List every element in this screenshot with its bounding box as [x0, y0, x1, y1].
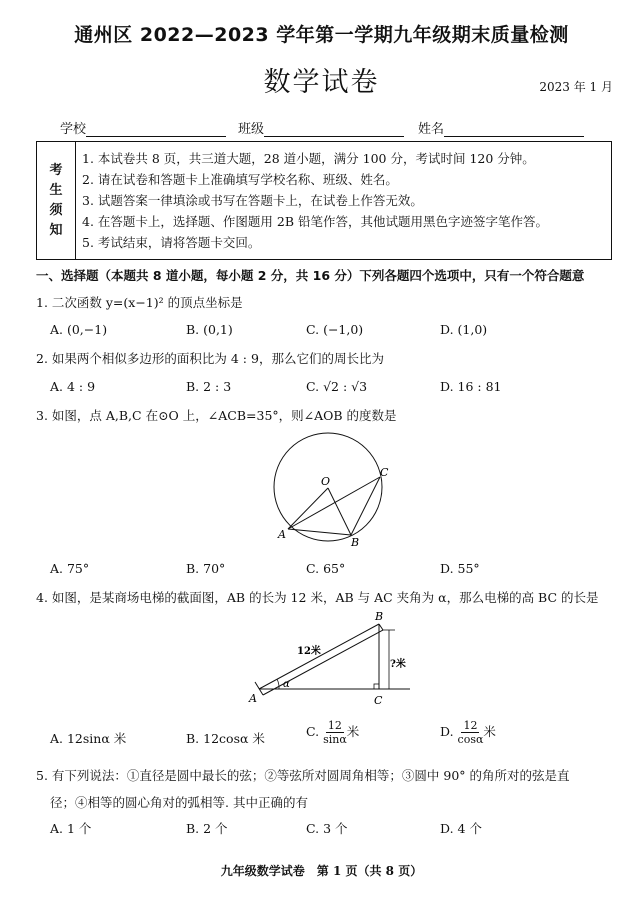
- exam-notice-box: [36, 141, 612, 260]
- question-3-stem: 3. 如图，点 A,B,C 在⊙O 上，∠ACB=35°，则∠AOB 的度数是: [36, 408, 397, 423]
- question-5-stem-line2: 径；④相等的圆心角对的弧相等. 其中正确的有: [50, 795, 308, 810]
- name-line: [444, 122, 584, 137]
- school-line: [86, 122, 226, 137]
- school-field[interactable]: [60, 118, 226, 137]
- notice-item: 4. 在答题卡上，选择题、作图题用 2B 铅笔作答，其他试题用黑色字迹签字笔作答。: [82, 214, 548, 229]
- label-height: ?米: [390, 659, 406, 670]
- q5-option-d[interactable]: D. 4 个: [440, 821, 482, 836]
- q5-option-b[interactable]: B. 2 个: [186, 821, 228, 836]
- question-4-stem: 4. 如图，是某商场电梯的截面图，AB 的长为 12 米，AB 与 AC 夹角为 α，那么电梯的高 BC 的长是: [36, 590, 599, 605]
- label-alpha: α: [283, 679, 290, 690]
- label-b: B: [375, 612, 384, 623]
- q1-option-d[interactable]: D. (1,0): [440, 322, 488, 337]
- q5-option-c[interactable]: C. 3 个: [306, 821, 348, 836]
- exam-title: 通州区 2022—2023 学年第一学期九年级期末质量检测: [74, 24, 569, 46]
- label-c: C: [374, 694, 383, 707]
- label-a: A: [278, 528, 286, 541]
- class-label: 班级: [238, 122, 265, 137]
- q4-option-c-fraction: $\frac{12}{\sin\alpha}$: [323, 719, 347, 746]
- q2-option-a[interactable]: A. 4 : 9: [50, 379, 96, 394]
- section-heading: 一、选择题（本题共 8 道小题，每小题 2 分，共 16 分）下列各题四个选项中，只有一个符合题意: [36, 268, 585, 283]
- segment-oa: [288, 488, 328, 529]
- student-info-row: [60, 118, 584, 137]
- class-line: [264, 122, 404, 137]
- right-angle-mark: [374, 684, 379, 689]
- notice-item: 5. 考试结束，请将答题卡交回。: [82, 235, 261, 250]
- segment-ac: [288, 477, 380, 529]
- label-o: O: [321, 475, 331, 488]
- q1-option-b[interactable]: B. (0,1): [186, 322, 233, 337]
- page-footer: 九年级数学试卷 第 1 页（共 8 页）: [220, 864, 423, 878]
- q2-option-d[interactable]: D. 16 : 81: [440, 379, 502, 394]
- q4-option-c[interactable]: C. $\frac{12}{\sin\alpha}$ 米: [306, 719, 360, 746]
- label-c: C: [380, 466, 389, 479]
- notice-label: 考 生 须 知: [37, 142, 76, 259]
- label-length: 12米: [297, 646, 321, 657]
- exam-date: 2023 年 1 月: [539, 80, 613, 94]
- q4-option-b[interactable]: B. 12cosα 米: [186, 731, 265, 746]
- label-b: B: [351, 536, 360, 549]
- escalator-top: [379, 624, 383, 630]
- q4-option-a[interactable]: A. 12sinα 米: [50, 731, 127, 746]
- escalator-lower-edge: [263, 630, 383, 695]
- q4-option-d-fraction: $\frac{12}{\cos\alpha}$: [457, 719, 484, 746]
- q3-option-b[interactable]: B. 70°: [186, 561, 226, 576]
- name-field[interactable]: [418, 118, 584, 137]
- q5-option-a[interactable]: A. 1 个: [50, 821, 92, 836]
- exam-subtitle: 数学试卷: [263, 67, 380, 98]
- question-1-stem: 1. 二次函数 y=(x−1)² 的顶点坐标是: [36, 295, 243, 310]
- notice-item: 3. 试题答案一律填涂或书写在答题卡上，在试卷上作答无效。: [82, 193, 423, 208]
- notice-item: 2. 请在试卷和答题卡上准确填写学校名称、班级、姓名。: [82, 172, 398, 187]
- question-2-stem: 2. 如果两个相似多边形的面积比为 4 : 9，那么它们的周长比为: [36, 351, 384, 366]
- q3-option-d[interactable]: D. 55°: [440, 561, 480, 576]
- q4-escalator-figure: [245, 612, 415, 712]
- class-field[interactable]: [238, 118, 404, 137]
- q3-option-a[interactable]: A. 75°: [50, 561, 90, 576]
- q1-option-a[interactable]: A. (0,−1): [50, 322, 108, 337]
- question-5-stem-line1: 5. 有下列说法：①直径是圆中最长的弦；②等弦所对圆周角相等；③圆中 90° 的角所对的弦是直: [36, 768, 570, 783]
- q2-option-c[interactable]: C. √2 : √3: [306, 379, 368, 394]
- q3-option-c[interactable]: C. 65°: [306, 561, 346, 576]
- q3-circle-figure: [260, 430, 400, 550]
- q2-option-b[interactable]: B. 2 : 3: [186, 379, 232, 394]
- label-a: A: [249, 692, 257, 705]
- name-label: 姓名: [418, 122, 445, 137]
- school-label: 学校: [60, 122, 87, 137]
- notice-items: [76, 142, 548, 259]
- q1-option-c[interactable]: C. (−1,0): [306, 322, 364, 337]
- notice-item: 1. 本试卷共 8 页，共三道大题，28 道小题，满分 100 分，考试时间 120 分钟。: [82, 151, 535, 166]
- q4-option-d[interactable]: D. $\frac{12}{\cos\alpha}$ 米: [440, 719, 496, 746]
